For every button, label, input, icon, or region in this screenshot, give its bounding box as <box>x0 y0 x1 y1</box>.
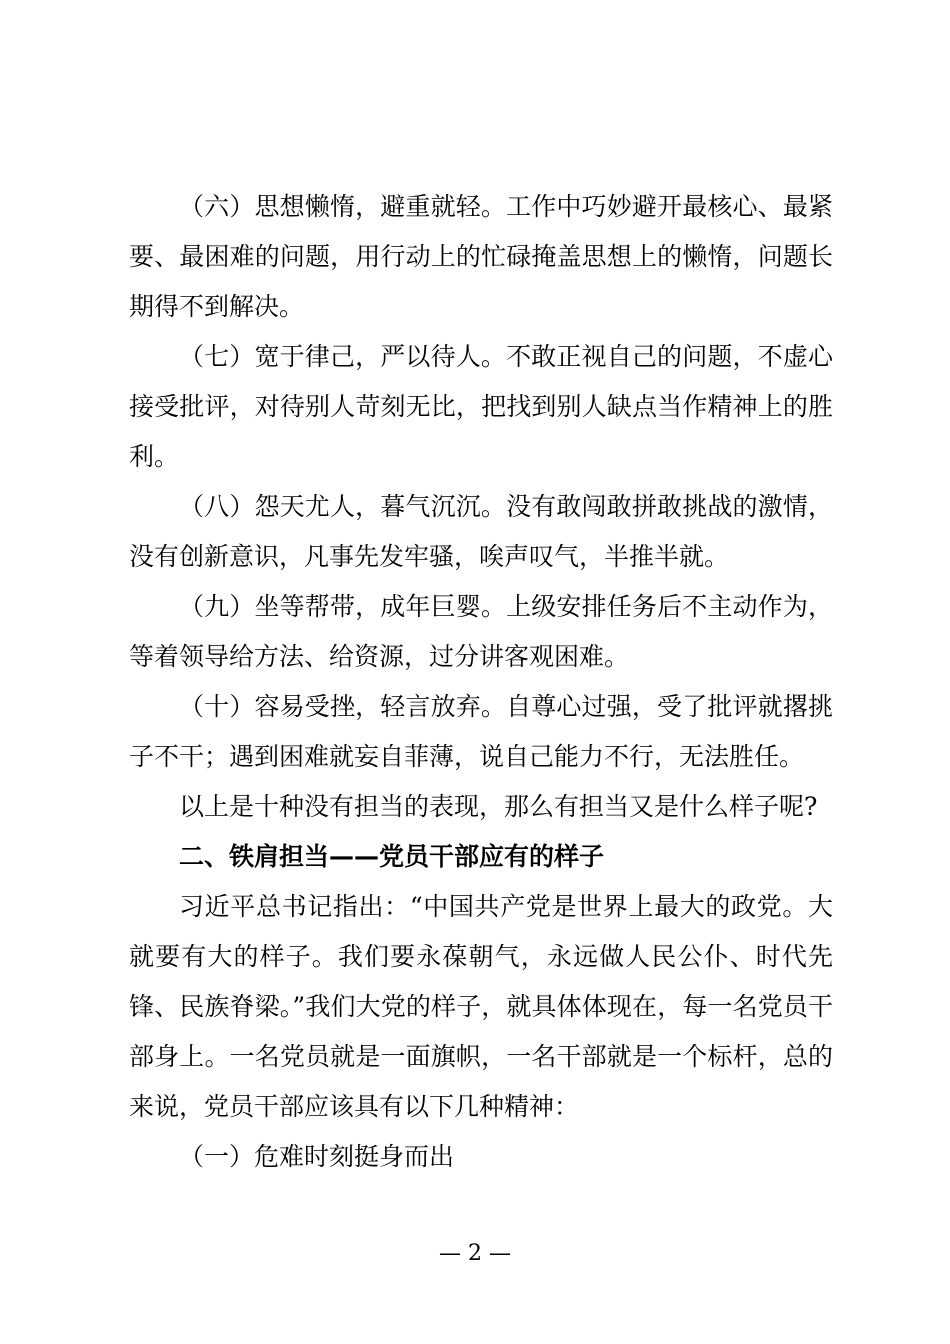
subheading-item-1: （一）危难时刻挺身而出 <box>179 1142 455 1171</box>
paragraph-quote: 习近平总书记指出：“中国共产党是世界上最大的政党。大就要有大的样子。我们要永葆朝气，永远做人民公仆、时代先锋、民族脊梁。”我们大党的样子，就具体体现在，每一名党员干部身上。一名党员就是一面旗帜，一名干部就是一个标杆，总的来说，党员干部应该具有以下几种精神： <box>129 892 833 1121</box>
paragraph-item-8: （八）怨天尤人，暮气沉沉。没有敢闯敢拼敢挑战的激情，没有创新意识，凡事先发牢骚，唉声叹气，半推半就。 <box>129 492 833 571</box>
paragraph-transition: 以上是十种没有担当的表现，那么有担当又是什么样子呢? <box>179 792 818 821</box>
paragraph-item-10: （十）容易受挫，轻言放弃。自尊心过强，受了批评就撂挑子不干；遇到困难就妄自菲薄，说自己能力不行，无法胜任。 <box>129 692 833 771</box>
paragraph-item-7: （七）宽于律己，严以待人。不敢正视自己的问题，不虚心接受批评，对待别人苛刻无比，把找到别人缺点当作精神上的胜利。 <box>129 342 833 471</box>
paragraph-item-6: （六）思想懒惰，避重就轻。工作中巧妙避开最核心、最紧要、最困难的问题，用行动上的忙碌掩盖思想上的懒惰，问题长期得不到解决。 <box>129 192 833 321</box>
page-number: — 2 — <box>439 1241 511 1266</box>
section-heading: 二、铁肩担当——党员干部应有的样子 <box>179 842 605 871</box>
paragraph-item-9: （九）坐等帮带，成年巨婴。上级安排任务后不主动作为，等着领导给方法、给资源，过分讲客观困难。 <box>129 592 833 671</box>
document-body <box>129 182 833 1182</box>
